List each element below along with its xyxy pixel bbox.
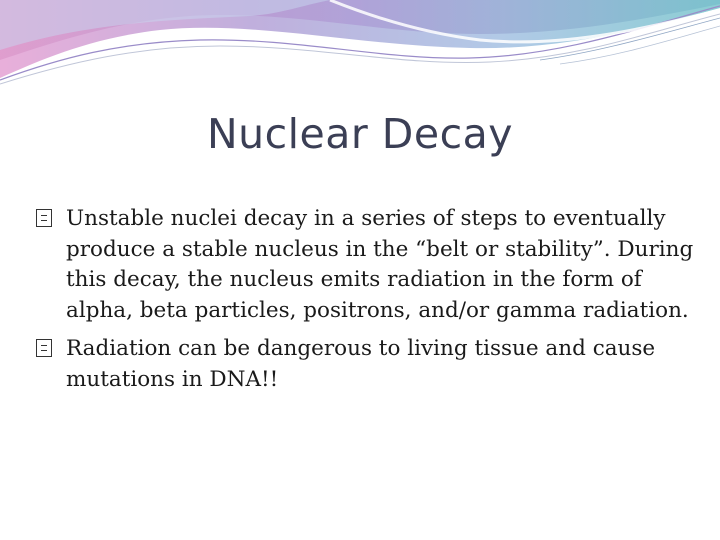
- header-wave-decoration: [0, 0, 720, 90]
- bullet-item: [36, 204, 696, 326]
- slide-title: Nuclear Decay: [206, 110, 514, 158]
- bullet-list: [36, 204, 696, 403]
- bullet-text: Radiation can be dangerous to living tissue and cause mutations in DNA!!: [66, 336, 656, 392]
- bullet-item: [36, 334, 696, 395]
- bullet-text: Unstable nuclei decay in a series of steps to eventually produce a stable nucleus in the “belt or stability”. During this decay, the nucleus emits radiation in the form of alpha, beta particles, positrons, and/or gamma radiation.: [66, 206, 694, 323]
- bullet-glyph-icon: [36, 339, 52, 357]
- bullet-glyph-icon: [36, 209, 52, 227]
